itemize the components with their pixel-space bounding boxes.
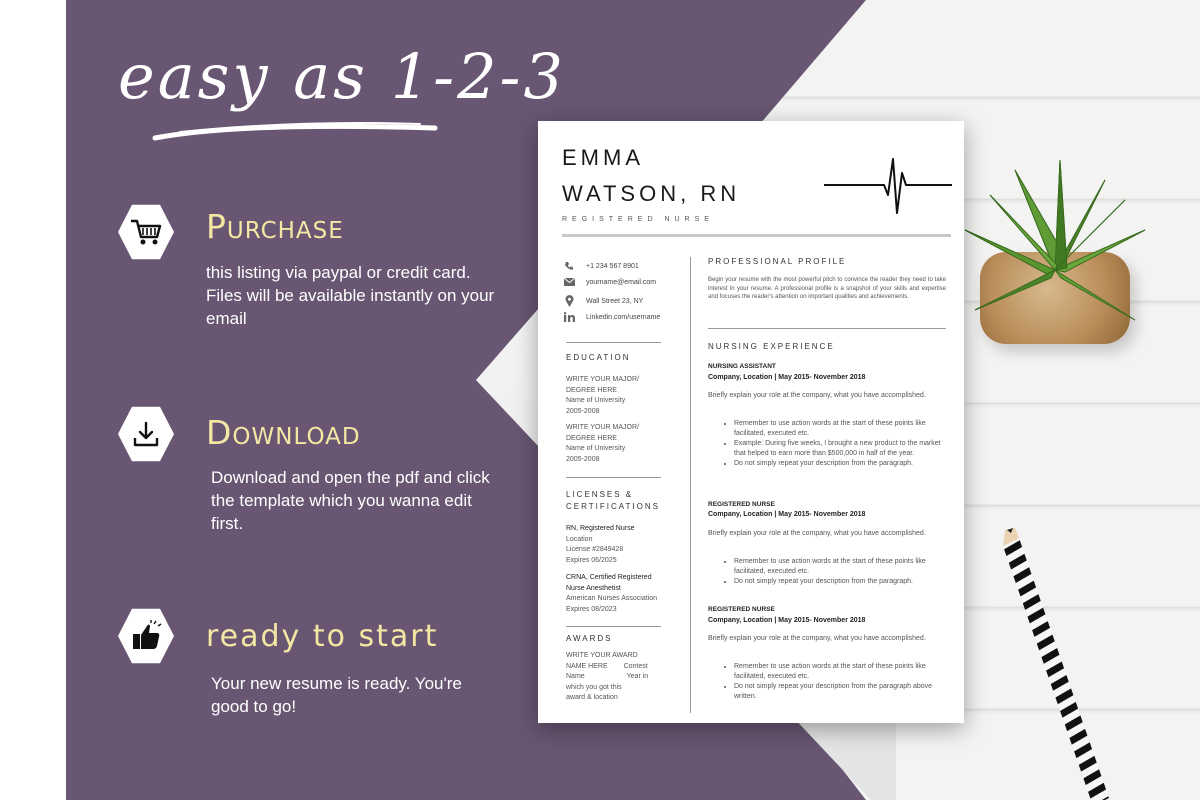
job-bullet: • Do not simply repeat your description from the paragraph. [734,459,948,469]
license-entry [566,573,684,615]
licenses-heading-line-2: CERTIFICATIONS [566,502,660,511]
award-line: WRITE YOUR AWARD [566,652,638,659]
experience-heading: NURSING EXPERIENCE [708,342,835,351]
resume-last-name: WATSON, RN [562,181,741,206]
contact-phone [562,261,682,271]
step-3-title: ready to start [206,619,439,654]
contact-address [562,295,682,307]
headline-underline [150,118,440,144]
award-contest: Contest [623,662,648,670]
job-bullets [722,557,948,587]
profile-text: Begin your resume with the most powerful pitch to convince the reader they need to take interest in your resume. A professional profile is a snapshot of your skills and expertise and focuses the reader's attention on important qualities and achievements. [708,277,946,300]
award-year: Year in [626,673,649,680]
profile-rule [708,328,946,329]
headline: easy as 1-2-3 [118,40,566,113]
education-entry-line: Name of University [566,397,626,404]
award-name: NAME HERE [566,662,608,670]
award-line: award & location [566,694,618,701]
education-entry-line: WRITE YOUR MAJOR/ [566,376,639,383]
header-divider [562,234,951,237]
mail-icon [564,278,575,286]
step-2-text: Download and open the pdf and click the template which you wanna edit first. [211,468,490,533]
step-2-title: Download [206,413,361,452]
plant-pot [980,252,1130,344]
phone-icon [564,261,574,271]
location-pin-icon [565,295,574,307]
step-1-title: Purchase [206,207,344,246]
job-bullet: • Do not simply repeat your description from the paragraph. [734,577,948,587]
license-entry-title: CRNA, Certified Registered [566,574,652,581]
contact-address-text: Wall Street 23, NY [586,297,644,305]
job-title: REGISTERED NURSE [708,501,775,508]
job-bullet: • Do not simply repeat your description from the paragraph above written. [734,682,948,702]
job-company: Company, Location | May 2015- November 2018 [708,617,866,624]
award-line: which you got this [566,683,622,691]
license-entry-line: Location [566,535,593,543]
licenses-rule [566,477,661,478]
education-heading: EDUCATION [566,353,631,362]
education-entry-line: 2005-2008 [566,455,600,463]
resume-role: REGISTERED NURSE [562,216,714,223]
license-entry-title: RN, Registered Nurse [566,525,635,532]
awards-heading: AWARDS [566,634,613,643]
resume-sheet [538,121,964,723]
shopping-cart-icon [129,217,163,247]
awards-rule [566,626,661,627]
resume-first-name: EMMA [562,145,644,170]
education-entry [566,423,684,465]
education-entry-line: DEGREE HERE [566,386,617,394]
job-description: Briefly explain your role at the company, what you have accomplished. [708,392,926,399]
heartbeat-icon [824,151,952,217]
education-entry-line: DEGREE HERE [566,434,617,442]
award-entry [566,651,684,704]
license-entry-line: License #2849428 [566,546,624,553]
education-entry [566,375,684,417]
education-entry-line: 2005-2008 [566,407,600,415]
contact-linkedin-text: Linkedin.com/username [586,313,661,321]
contact-phone-text: +1 234 567 8901 [586,262,639,270]
job-bullet: • Example: During five weeks, I brought a new product to the market that helped to earn more than $500,000 in half of the year. [734,439,948,459]
license-entry-line: Expires 06/2025 [566,556,617,564]
step-3-text: Your new resume is ready. You're good to go! [211,674,462,716]
education-entry-line: WRITE YOUR MAJOR/ [566,424,639,431]
license-entry-line: Expires 08/2023 [566,605,617,613]
job-bullet: • Remember to use action words at the start of these points like facilitated, executed etc. [734,419,948,439]
pencil-icon [985,528,1145,800]
licenses-heading-line-1: LICENSES & [566,490,634,499]
award-line [566,662,684,673]
award-name: Name [566,673,585,680]
job-description: Briefly explain your role at the company, what you have accomplished. [708,530,926,537]
job-bullets [722,662,948,702]
left-margin [0,0,66,800]
license-entry-line: American Nurses Association [566,595,658,602]
column-divider [690,257,691,713]
contact-email [562,278,682,286]
job-title: REGISTERED NURSE [708,606,775,613]
license-entry-title: Nurse Anesthetist [566,584,621,592]
linkedin-icon [564,312,575,322]
job-company: Company, Location | May 2015- November 2018 [708,511,866,518]
job-bullet: • Remember to use action words at the start of these points like facilitated, executed etc. [734,662,948,682]
education-rule [566,342,661,343]
job-company: Company, Location | May 2015- November 2018 [708,374,866,381]
award-line [566,672,684,683]
profile-heading: PROFESSIONAL PROFILE [708,257,847,266]
job-description: Briefly explain your role at the company, what you have accomplished. [708,635,926,642]
education-entry-line: Name of University [566,445,626,452]
job-title: NURSING ASSISTANT [708,363,776,370]
license-entry [566,524,684,566]
contact-linkedin [562,312,682,322]
thumbs-up-icon [130,620,162,652]
contact-email-text: yourname@email.com [586,278,657,286]
step-1-text: this listing via paypal or credit card. Files will be available instantly on your email [206,263,495,328]
download-icon [131,419,161,449]
job-bullet: • Remember to use action words at the start of these points like facilitated, executed etc. [734,557,948,577]
job-bullets [722,419,948,469]
